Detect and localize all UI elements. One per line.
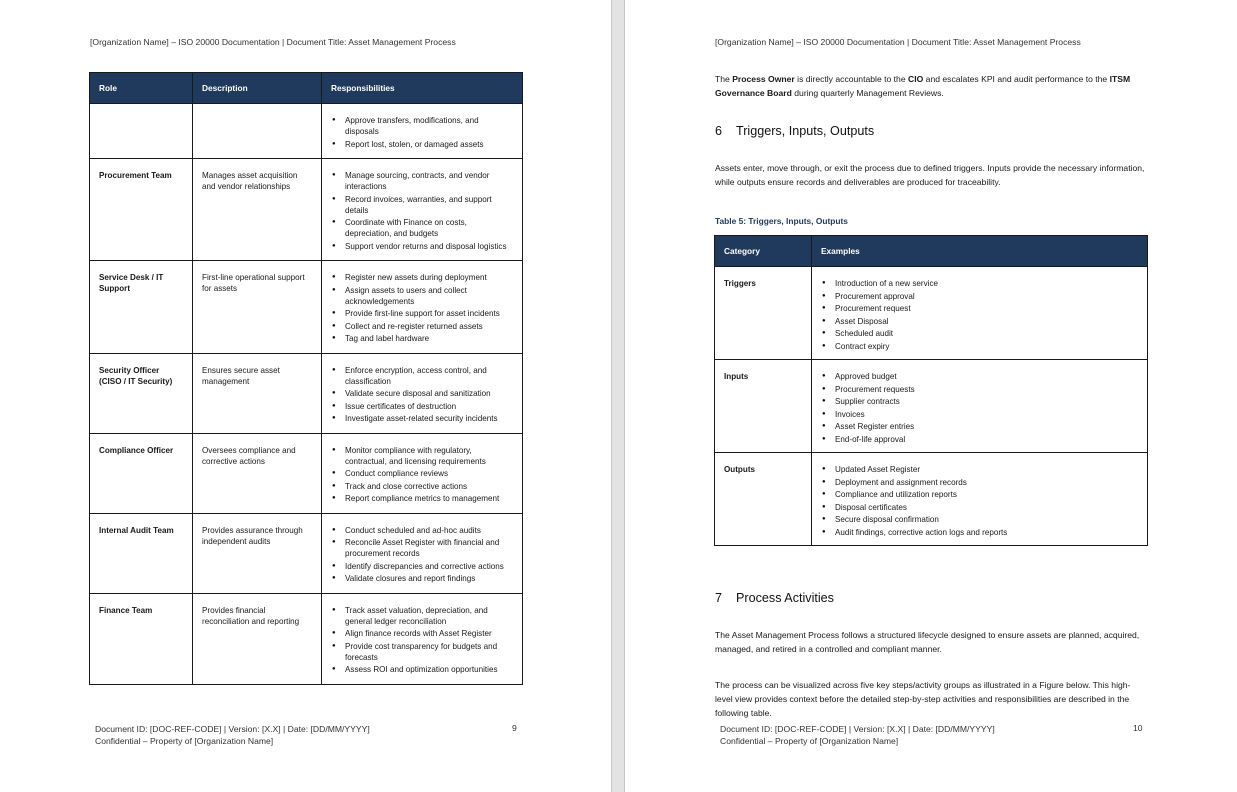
- examples-list: [821, 371, 1138, 445]
- section-7-paragraph-2: The process can be visualized across five key steps/activity groups as illustrated in a Figure below. This high-level view provides context before the detailed step-by-step activities and responsibilities are described in the following table.: [715, 680, 1131, 718]
- role-cell: Finance Team: [90, 593, 193, 684]
- responsibility-item: ● Identify discrepancies and corrective actions: [345, 561, 513, 572]
- responsibility-item: ● Track and close corrective actions: [345, 481, 513, 492]
- table-row: [90, 593, 523, 684]
- role-cell: Service Desk / IT Support: [90, 261, 193, 354]
- responsibility-item: ● Assign assets to users and collect acknowledgements: [345, 285, 513, 307]
- example-item: ● Updated Asset Register: [835, 464, 1138, 475]
- triggers-inputs-outputs-table: [714, 235, 1148, 546]
- example-item: ● Introduction of a new service: [835, 278, 1138, 289]
- footer-doc-line: Document ID: [DOC-REF-CODE] | Version: [X.X] | Date: [DD/MM/YYYY]: [95, 724, 370, 734]
- responsibilities-list: [331, 445, 513, 505]
- responsibility-item: ● Tag and label hardware: [345, 333, 513, 344]
- example-item: ● Compliance and utilization reports: [835, 489, 1138, 500]
- example-item: ● End-of-life approval: [835, 434, 1138, 445]
- responsibilities-list: [331, 272, 513, 344]
- responsibility-item: ● Register new assets during deployment: [345, 272, 513, 283]
- section-7-paragraph-1: The Asset Management Process follows a structured lifecycle designed to ensure assets are planned, acquired, managed, and retired in a controlled and compliant manner.: [715, 630, 1140, 654]
- examples-cell: [812, 360, 1148, 453]
- example-item: ● Audit findings, corrective action logs and reports: [835, 527, 1138, 538]
- responsibility-item: ● Issue certificates of destruction: [345, 401, 513, 412]
- intro-bold-cio: CIO: [908, 74, 924, 84]
- responsibilities-cell: [322, 353, 523, 433]
- responsibility-item: ● Monitor compliance with regulatory, contractual, and licensing requirements: [345, 445, 513, 467]
- section-6-paragraph: Assets enter, move through, or exit the process due to defined triggers. Inputs provide the necessary information, while outputs ensure records and deliverables are produced for traceability.: [715, 163, 1145, 187]
- page-header: [Organization Name] – ISO 20000 Documentation | Document Title: Asset Management Process: [715, 37, 1081, 47]
- table-row: [90, 353, 523, 433]
- responsibility-item: ● Assess ROI and optimization opportunities: [345, 664, 513, 675]
- page-header: [Organization Name] – ISO 20000 Documentation | Document Title: Asset Management Process: [90, 37, 456, 47]
- responsibilities-cell: [322, 433, 523, 513]
- example-item: ● Approved budget: [835, 371, 1138, 382]
- section-title: Process Activities: [736, 591, 834, 605]
- example-item: ● Procurement request: [835, 303, 1138, 314]
- example-item: ● Asset Register entries: [835, 421, 1138, 432]
- responsibility-item: ● Align finance records with Asset Register: [345, 628, 513, 639]
- examples-list: [821, 278, 1138, 352]
- table-row: [715, 267, 1148, 360]
- footer-doc-line: Document ID: [DOC-REF-CODE] | Version: [X.X] | Date: [DD/MM/YYYY]: [720, 724, 995, 734]
- responsibility-item: ● Validate closures and report findings: [345, 573, 513, 584]
- responsibility-item: ● Provide first-line support for asset incidents: [345, 308, 513, 319]
- responsibility-item: ● Investigate asset-related security incidents: [345, 413, 513, 424]
- table-row: [90, 433, 523, 513]
- examples-cell: [812, 453, 1148, 546]
- intro-bold-process-owner: Process Owner: [732, 74, 795, 84]
- role-cell: Procurement Team: [90, 159, 193, 261]
- roles-table: [89, 72, 523, 685]
- section-7-heading: [715, 591, 834, 605]
- example-item: ● Secure disposal confirmation: [835, 514, 1138, 525]
- example-item: ● Procurement requests: [835, 384, 1138, 395]
- document-page-10: [625, 0, 1237, 792]
- responsibility-item: ● Reconcile Asset Register with financial and procurement records: [345, 537, 513, 559]
- intro-text: during quarterly Management Reviews.: [791, 88, 944, 98]
- responsibilities-list: [331, 115, 513, 150]
- example-item: ● Procurement approval: [835, 291, 1138, 302]
- table-row: [90, 159, 523, 261]
- responsibility-item: ● Enforce encryption, access control, and classification: [345, 365, 513, 387]
- category-cell: Triggers: [715, 267, 812, 360]
- responsibilities-cell: [322, 593, 523, 684]
- responsibilities-list: [331, 170, 513, 252]
- page-number: 9: [512, 723, 517, 733]
- responsibility-item: ● Manage sourcing, contracts, and vendor interactions: [345, 170, 513, 192]
- role-cell: [90, 104, 193, 159]
- section-6-heading: [715, 124, 874, 138]
- page-footer: [95, 723, 370, 747]
- responsibility-item: ● Coordinate with Finance on costs, depreciation, and budgets: [345, 217, 513, 239]
- description-cell: First-line operational support for assets: [193, 261, 322, 354]
- example-item: ● Scheduled audit: [835, 328, 1138, 339]
- responsibility-item: ● Collect and re-register returned assets: [345, 321, 513, 332]
- table-row: [715, 453, 1148, 546]
- examples-cell: [812, 267, 1148, 360]
- table-caption: Table 5: Triggers, Inputs, Outputs: [715, 216, 848, 226]
- section-title: Triggers, Inputs, Outputs: [736, 124, 875, 138]
- section-number: 6: [715, 124, 723, 138]
- table-row: [90, 513, 523, 593]
- document-page-9: [0, 0, 611, 792]
- column-header-responsibilities: Responsibilities: [322, 73, 523, 104]
- responsibility-item: ● Record invoices, warranties, and support details: [345, 194, 513, 216]
- column-header-description: Description: [193, 73, 322, 104]
- role-cell: Internal Audit Team: [90, 513, 193, 593]
- table-header-row: [715, 236, 1148, 267]
- example-item: ● Contract expiry: [835, 341, 1138, 352]
- example-item: ● Disposal certificates: [835, 502, 1138, 513]
- roles-table-body: [90, 104, 523, 685]
- role-cell: Compliance Officer: [90, 433, 193, 513]
- responsibility-item: ● Conduct scheduled and ad-hoc audits: [345, 525, 513, 536]
- column-header-role: Role: [90, 73, 193, 104]
- description-cell: [193, 104, 322, 159]
- responsibilities-cell: [322, 513, 523, 593]
- table-row: [715, 360, 1148, 453]
- page-number: 10: [1133, 723, 1143, 733]
- footer-confidential-line: Confidential – Property of [Organization Name]: [720, 736, 899, 746]
- responsibilities-cell: [322, 159, 523, 261]
- responsibility-item: ● Report lost, stolen, or damaged assets: [345, 139, 513, 150]
- responsibilities-cell: [322, 261, 523, 354]
- intro-text: is directly accountable to the: [794, 74, 908, 84]
- responsibility-item: ● Support vendor returns and disposal logistics: [345, 241, 513, 252]
- responsibility-item: ● Report compliance metrics to management: [345, 493, 513, 504]
- responsibilities-cell: [322, 104, 523, 159]
- description-cell: Provides assurance through independent audits: [193, 513, 322, 593]
- responsibility-item: ● Approve transfers, modifications, and disposals: [345, 115, 513, 137]
- process-owner-paragraph: [715, 72, 1145, 100]
- example-item: ● Asset Disposal: [835, 316, 1138, 327]
- description-cell: Manages asset acquisition and vendor relationships: [193, 159, 322, 261]
- column-header-examples: Examples: [812, 236, 1148, 267]
- table-header-row: [90, 73, 523, 104]
- table-row: [90, 104, 523, 159]
- page-footer: [720, 723, 995, 747]
- responsibilities-list: [331, 525, 513, 585]
- description-cell: Oversees compliance and corrective actions: [193, 433, 322, 513]
- table-row: [90, 261, 523, 354]
- responsibility-item: ● Track asset valuation, depreciation, and general ledger reconciliation: [345, 605, 513, 627]
- responsibility-item: ● Conduct compliance reviews: [345, 468, 513, 479]
- category-cell: Inputs: [715, 360, 812, 453]
- intro-text: and escalates KPI and audit performance to the: [923, 74, 1110, 84]
- column-header-category: Category: [715, 236, 812, 267]
- footer-confidential-line: Confidential – Property of [Organization Name]: [95, 736, 274, 746]
- tio-table-body: [715, 267, 1148, 546]
- responsibility-item: ● Validate secure disposal and sanitization: [345, 388, 513, 399]
- responsibilities-list: [331, 365, 513, 425]
- intro-text: The: [715, 74, 733, 84]
- responsibility-item: ● Provide cost transparency for budgets and forecasts: [345, 641, 513, 663]
- example-item: ● Supplier contracts: [835, 396, 1138, 407]
- intro-bold-governance-board: ITSM Governance Board: [715, 74, 1131, 98]
- examples-list: [821, 464, 1138, 538]
- example-item: ● Invoices: [835, 409, 1138, 420]
- role-cell: Security Officer (CISO / IT Security): [90, 353, 193, 433]
- responsibilities-list: [331, 605, 513, 676]
- category-cell: Outputs: [715, 453, 812, 546]
- description-cell: Provides financial reconciliation and reporting: [193, 593, 322, 684]
- example-item: ● Deployment and assignment records: [835, 477, 1138, 488]
- description-cell: Ensures secure asset management: [193, 353, 322, 433]
- section-number: 7: [715, 591, 723, 605]
